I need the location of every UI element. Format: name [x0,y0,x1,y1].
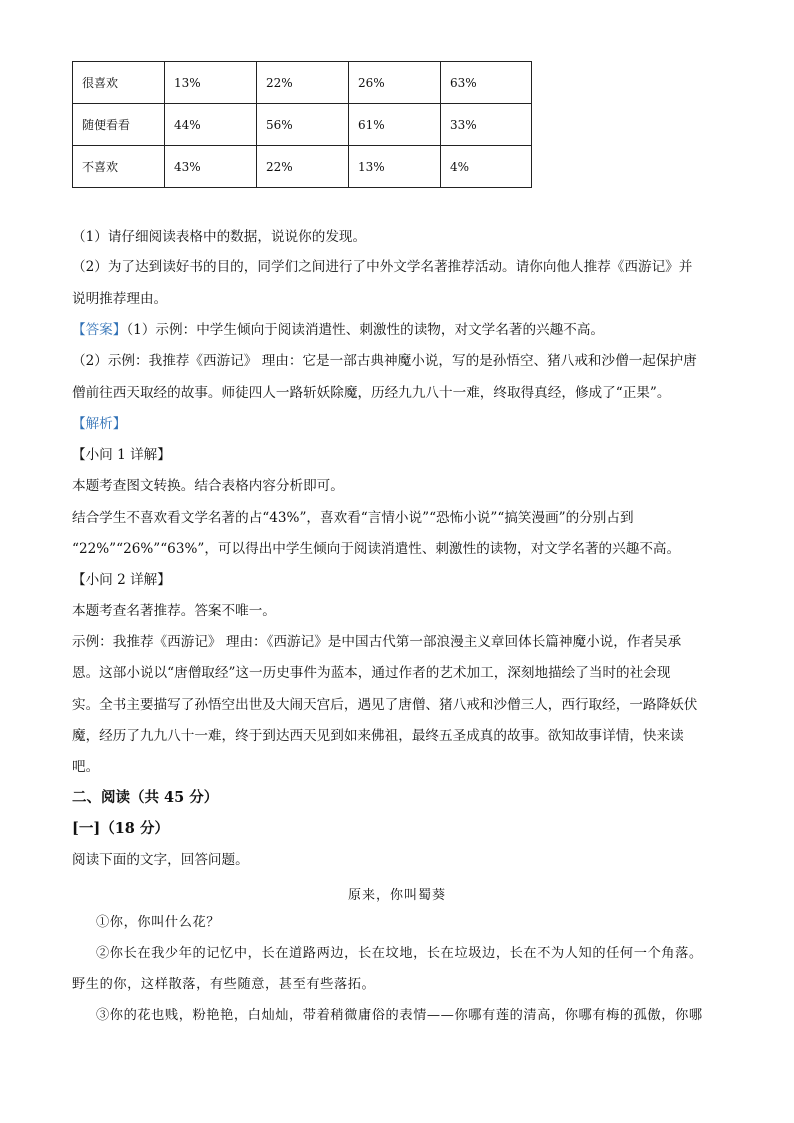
table-cell: 43% [165,146,257,188]
passage-title: 原来，你叫蜀葵 [347,888,446,903]
table-cell: 44% [165,104,257,146]
passage-paragraph-2-line-2: 野生的你，这样散落，有些随意，甚至有些落拓。 [72,977,376,992]
question-2-line-1: （2）为了达到读好书的目的，同学们之间进行了中外文学名著推荐活动。请你向他人推荐《西游记》并 [72,259,693,275]
table-cell: 22% [257,146,349,188]
table-cell: 13% [165,62,257,104]
analysis-1-line-2: 结合学生不喜欢看文学名著的占“43%”，喜欢看“言情小说”“恐怖小说”“搞笑漫画”的分别占到 [72,510,634,526]
analysis-2-line-6: 吧。 [72,759,100,775]
subquestion-1-title: 【小问 1 详解】 [72,447,171,463]
reading-instruction: 阅读下面的文字，回答问题。 [72,852,249,868]
answer-tag: 【答案】 [72,322,127,338]
table-row [73,146,532,188]
table-row [73,62,532,104]
passage-paragraph-1: ①你，你叫什么花？ [96,915,221,930]
table-cell: 61% [349,104,441,146]
analysis-tag: 【解析】 [72,416,127,432]
analysis-1-line-3: “22%”“26%”“63%”，可以得出中学生倾向于阅读消遣性、刺激性的读物，对文学名著的兴趣不高。 [72,541,681,557]
row-label: 随便看看 [73,104,165,146]
table-cell: 63% [441,62,532,104]
answer-line-1 [72,321,604,339]
table-cell: 26% [349,62,441,104]
table-cell: 13% [349,146,441,188]
table-cell: 4% [441,146,532,188]
question-2-line-2: 说明推荐理由。 [72,291,168,307]
analysis-2-line-3: 恩。这部小说以“唐僧取经”这一历史事件为蓝本，通过作者的艺术加工，深刻地描绘了当时的社会现 [72,665,671,681]
table-cell: 56% [257,104,349,146]
answer-1-text: （1）示例：中学生倾向于阅读消遣性、刺激性的读物，对文学名著的兴趣不高。 [126,322,605,338]
analysis-1-line-1: 本题考查图文转换。结合表格内容分析即可。 [72,478,344,494]
table-row [73,104,532,146]
passage-paragraph-2-line-1: ②你长在我少年的记忆中，长在道路两边，长在坟地，长在垃圾边，长在不为人知的任何一个角落。 [96,946,703,961]
table-cell: 22% [257,62,349,104]
analysis-2-line-2: 示例：我推荐《西游记》 理由：《西游记》是中国古代第一部浪漫主义章回体长篇神魔小说，作者吴承 [72,634,682,650]
analysis-2-line-4: 实。全书主要描写了孙悟空出世及大闹天宫后，遇见了唐僧、猪八戒和沙僧三人，西行取经，一路降妖伏 [72,697,698,713]
part-heading: [一]（18 分） [72,820,169,837]
question-1: （1）请仔细阅读表格中的数据，说说你的发现。 [72,229,367,245]
subquestion-2-title: 【小问 2 详解】 [72,572,171,588]
row-label: 不喜欢 [73,146,165,188]
survey-table [72,61,532,188]
passage-paragraph-3-line-1: ③你的花也贱，粉艳艳，白灿灿，带着稍微庸俗的表情——你哪有莲的清高，你哪有梅的孤傲，你哪 [96,1008,703,1023]
answer-2-line-1: （2）示例：我推荐《西游记》 理由：它是一部古典神魔小说，写的是孙悟空、猪八戒和沙僧一起保护唐 [72,353,697,369]
section-heading: 二、阅读（共 45 分） [72,789,219,806]
answer-2-line-2: 僧前往西天取经的故事。师徒四人一路斩妖除魔，历经九九八十一难，终取得真经，修成了“正果”。 [72,385,671,401]
analysis-2-line-1: 本题考查名著推荐。答案不唯一。 [72,603,276,619]
table-cell: 33% [441,104,532,146]
row-label: 很喜欢 [73,62,165,104]
analysis-2-line-5: 魔，经历了九九八十一难，终于到达西天见到如来佛祖，最终五圣成真的故事。欲知故事详情，快来读 [72,728,684,744]
